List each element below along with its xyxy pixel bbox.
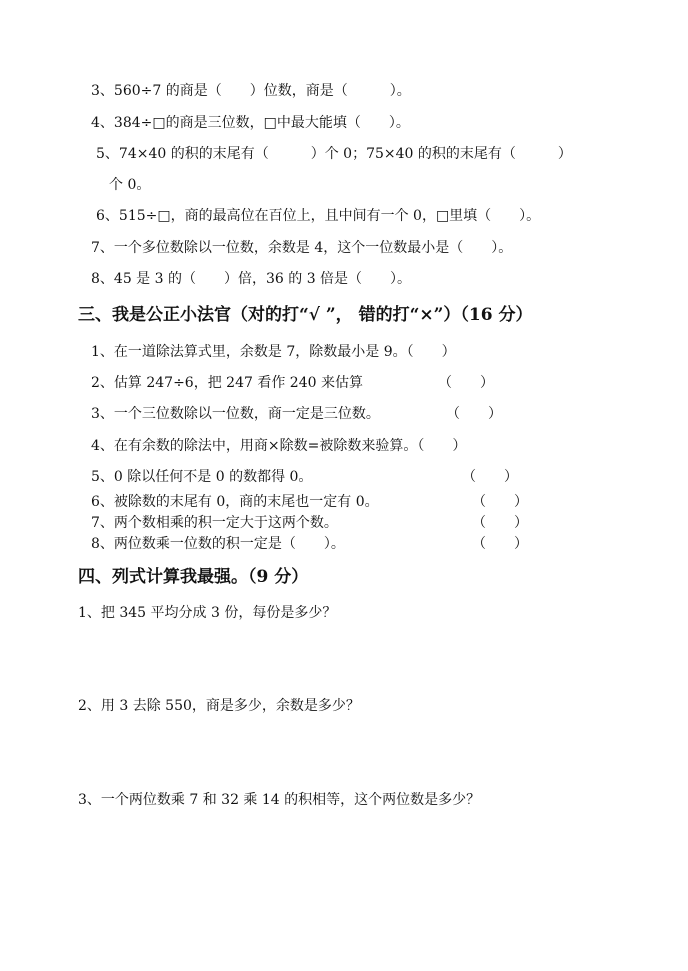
judge-item-3 [91,405,380,423]
judge-item-7 [91,514,338,532]
calc-question-3: 3、一个两位数乘 7 和 32 乘 14 的积相等，这个两位数是多少？ [78,792,481,808]
judge-item-text: 3、一个三位数除以一位数，商一定是三位数。 [91,406,380,422]
fill-blank-item-7: 7、一个多位数除以一位数，余数是 4，这个一位数最小是（ ）。 [91,240,513,256]
calc-question-2: 2、用 3 去除 550，商是多少，余数是多少？ [78,698,360,714]
judge-item-text: 6、被除数的末尾有 0，商的末尾也一定有 0。 [91,494,379,510]
fill-blank-item-6: 6、515÷□，商的最高位在百位上，且中间有一个 0，□里填（ ）。 [96,208,541,224]
section-4-title: 四、列式计算我最强。（9 分） [78,567,309,587]
judge-item-5 [91,468,312,486]
answer-paren-2: （ ） [438,375,494,391]
answer-paren-5: （ ） [462,469,518,485]
judge-item-6 [91,493,379,511]
answer-paren-6: （ ） [472,494,528,510]
answer-paren: （ ） [417,438,467,454]
answer-paren-7: （ ） [472,515,528,531]
section-3-title: 三、我是公正小法官（对的打“√ ”， 错的打“×”）（16 分） [78,305,533,325]
judge-item-8 [91,535,345,553]
judge-item-text: 2、估算 247÷6，把 247 看作 240 来估算 [91,375,363,391]
fill-blank-item-5-cont: 个 0。 [109,177,151,193]
calc-question-1: 1、把 345 平均分成 3 份，每份是多少？ [78,605,337,621]
judge-item-text: 1、在一道除法算式里，余数是 7，除数最小是 9。 [91,344,407,360]
fill-blank-item-5: 5、74×40 的积的末尾有（ ）个 0；75×40 的积的末尾有（ ） [96,146,572,162]
judge-item-text: 8、两位数乘一位数的积一定是（ ）。 [91,536,345,552]
judge-item-4 [91,437,466,455]
fill-blank-item-3: 3、560÷7 的商是（ ）位数，商是（ ）。 [91,83,411,99]
judge-item-1 [91,343,456,361]
judge-item-text: 7、两个数相乘的积一定大于这两个数。 [91,515,338,531]
fill-blank-item-4: 4、384÷□的商是三位数，□中最大能填（ ）。 [91,115,410,131]
judge-item-2 [91,374,363,392]
fill-blank-item-8: 8、45 是 3 的（ ）倍，36 的 3 倍是（ ）。 [91,271,412,287]
judge-item-text: 4、在有余数的除法中，用商×除数=被除数来验算。 [91,438,418,454]
answer-paren-8: （ ） [472,536,528,552]
judge-item-text: 5、0 除以任何不是 0 的数都得 0。 [91,469,313,485]
answer-paren-3: （ ） [446,406,502,422]
answer-paren: （ ） [406,344,456,360]
